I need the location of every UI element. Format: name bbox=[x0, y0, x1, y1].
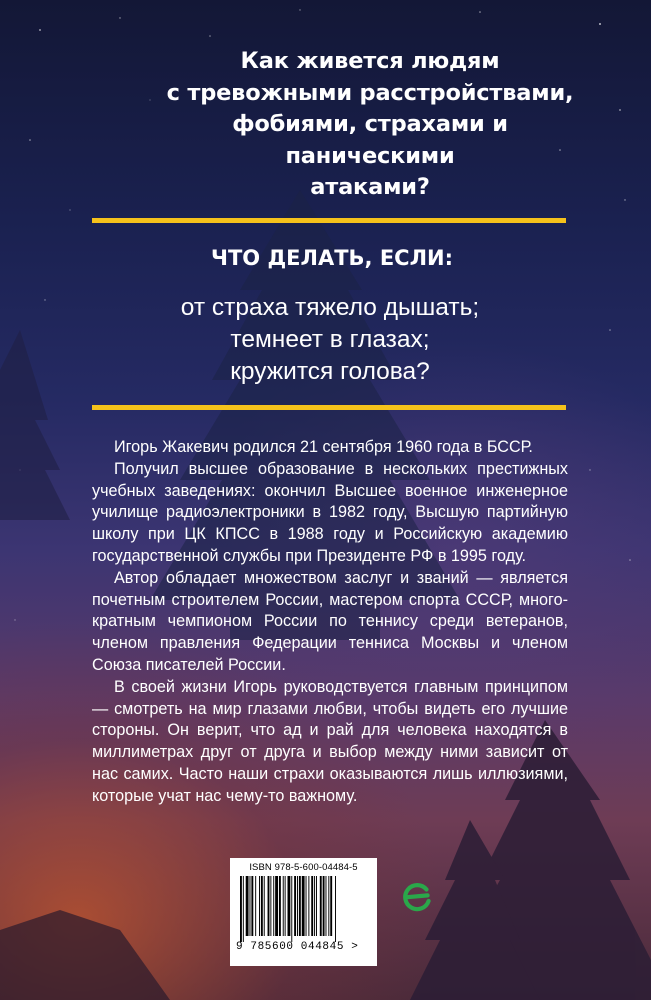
headline-line: с тревожными расстройствами, bbox=[166, 79, 574, 106]
barcode-bar bbox=[291, 876, 292, 942]
barcode-bar bbox=[335, 876, 336, 942]
bio-paragraph: В своей жизни Игорь руководствуется главным принципом — смотреть на мир глазами любви, чтобы видеть его лучшие стороны. Он верит, что ад и рай для человека находятся в миллиметрах друг от друга и выбор между ними зависит от нас самих. Часто наши страхи оказываются лишь иллюзиями, которые учат нас чему-то важному. bbox=[92, 677, 568, 805]
barcode-bar bbox=[240, 876, 242, 942]
barcode-bar bbox=[330, 876, 332, 936]
barcode-bar bbox=[279, 876, 281, 936]
barcode-bar bbox=[283, 876, 284, 936]
bio-paragraph: Получил высшее образование в нескольких престижных учебных заведениях: окончил Высшее военное инженерное училище радиоэлектроники в 1982 году, Высшую партийную школу при ЦК КПСС в 1988 году и Российскую академию государственной службы при Президенте РФ в 1995 году. bbox=[92, 459, 568, 565]
bio-paragraph: Игорь Жакевич родился 21 сентября 1960 года в БССР. bbox=[114, 438, 533, 456]
barcode-bar bbox=[275, 876, 278, 936]
bio-paragraph: Автор обладает множеством заслуг и званий — является почетным строителем России, мастером спорта СССР, многократным чемпионом России по теннису среди ветеранов, членом правления Федерации тенниса Москвы и членом Союза писателей России. bbox=[92, 568, 568, 674]
headline-line: фобиями, страхами и паническими bbox=[232, 111, 508, 169]
barcode-bar bbox=[250, 876, 251, 936]
barcode-bar bbox=[294, 876, 296, 936]
headline bbox=[150, 46, 590, 204]
isbn-barcode bbox=[230, 858, 377, 966]
barcode-bar bbox=[246, 876, 249, 936]
barcode-bar bbox=[311, 876, 313, 936]
section-title: ЧТО ДЕЛАТЬ, ЕСЛИ: bbox=[211, 246, 453, 270]
yellow-divider-top bbox=[92, 218, 566, 223]
barcode-bar bbox=[243, 876, 244, 942]
author-biography bbox=[92, 437, 568, 808]
publisher-logo-icon bbox=[399, 879, 435, 915]
symptom-questions bbox=[160, 292, 500, 388]
barcode-bar bbox=[299, 876, 301, 936]
barcode-bar bbox=[308, 876, 309, 936]
barcode-bar bbox=[326, 876, 327, 936]
barcode-bars bbox=[236, 876, 371, 942]
barcode-bar bbox=[320, 876, 322, 936]
barcode-bar bbox=[302, 876, 305, 936]
barcode-bar bbox=[297, 876, 298, 936]
barcode-bar bbox=[251, 876, 253, 936]
barcode-digits: 9 785600 044845 > bbox=[236, 941, 359, 953]
symptom-question: кружится голова? bbox=[230, 358, 430, 385]
isbn-number: ISBN 978-5-600-04484-5 bbox=[249, 862, 358, 873]
barcode-bar bbox=[316, 876, 317, 936]
barcode-bar bbox=[270, 876, 271, 936]
barcode-bar bbox=[264, 876, 265, 936]
headline-line: атаками? bbox=[310, 174, 430, 200]
barcode-bar bbox=[285, 876, 286, 936]
barcode-bar bbox=[328, 876, 329, 936]
yellow-divider-bottom bbox=[92, 405, 566, 410]
symptom-question: темнеет в глазах; bbox=[230, 326, 430, 353]
barcode-bar bbox=[268, 876, 270, 936]
barcode-bar bbox=[306, 876, 307, 936]
barcode-bar bbox=[255, 876, 256, 936]
barcode-bar bbox=[261, 876, 263, 936]
barcode-bar bbox=[323, 876, 325, 936]
barcode-bar bbox=[259, 876, 260, 936]
barcode-bar bbox=[273, 876, 274, 936]
headline-line: Как живется людям bbox=[240, 48, 500, 74]
barcode-bar bbox=[314, 876, 315, 936]
barcode-bar bbox=[288, 876, 291, 936]
symptom-question: от страха тяжело дышать; bbox=[180, 294, 480, 321]
